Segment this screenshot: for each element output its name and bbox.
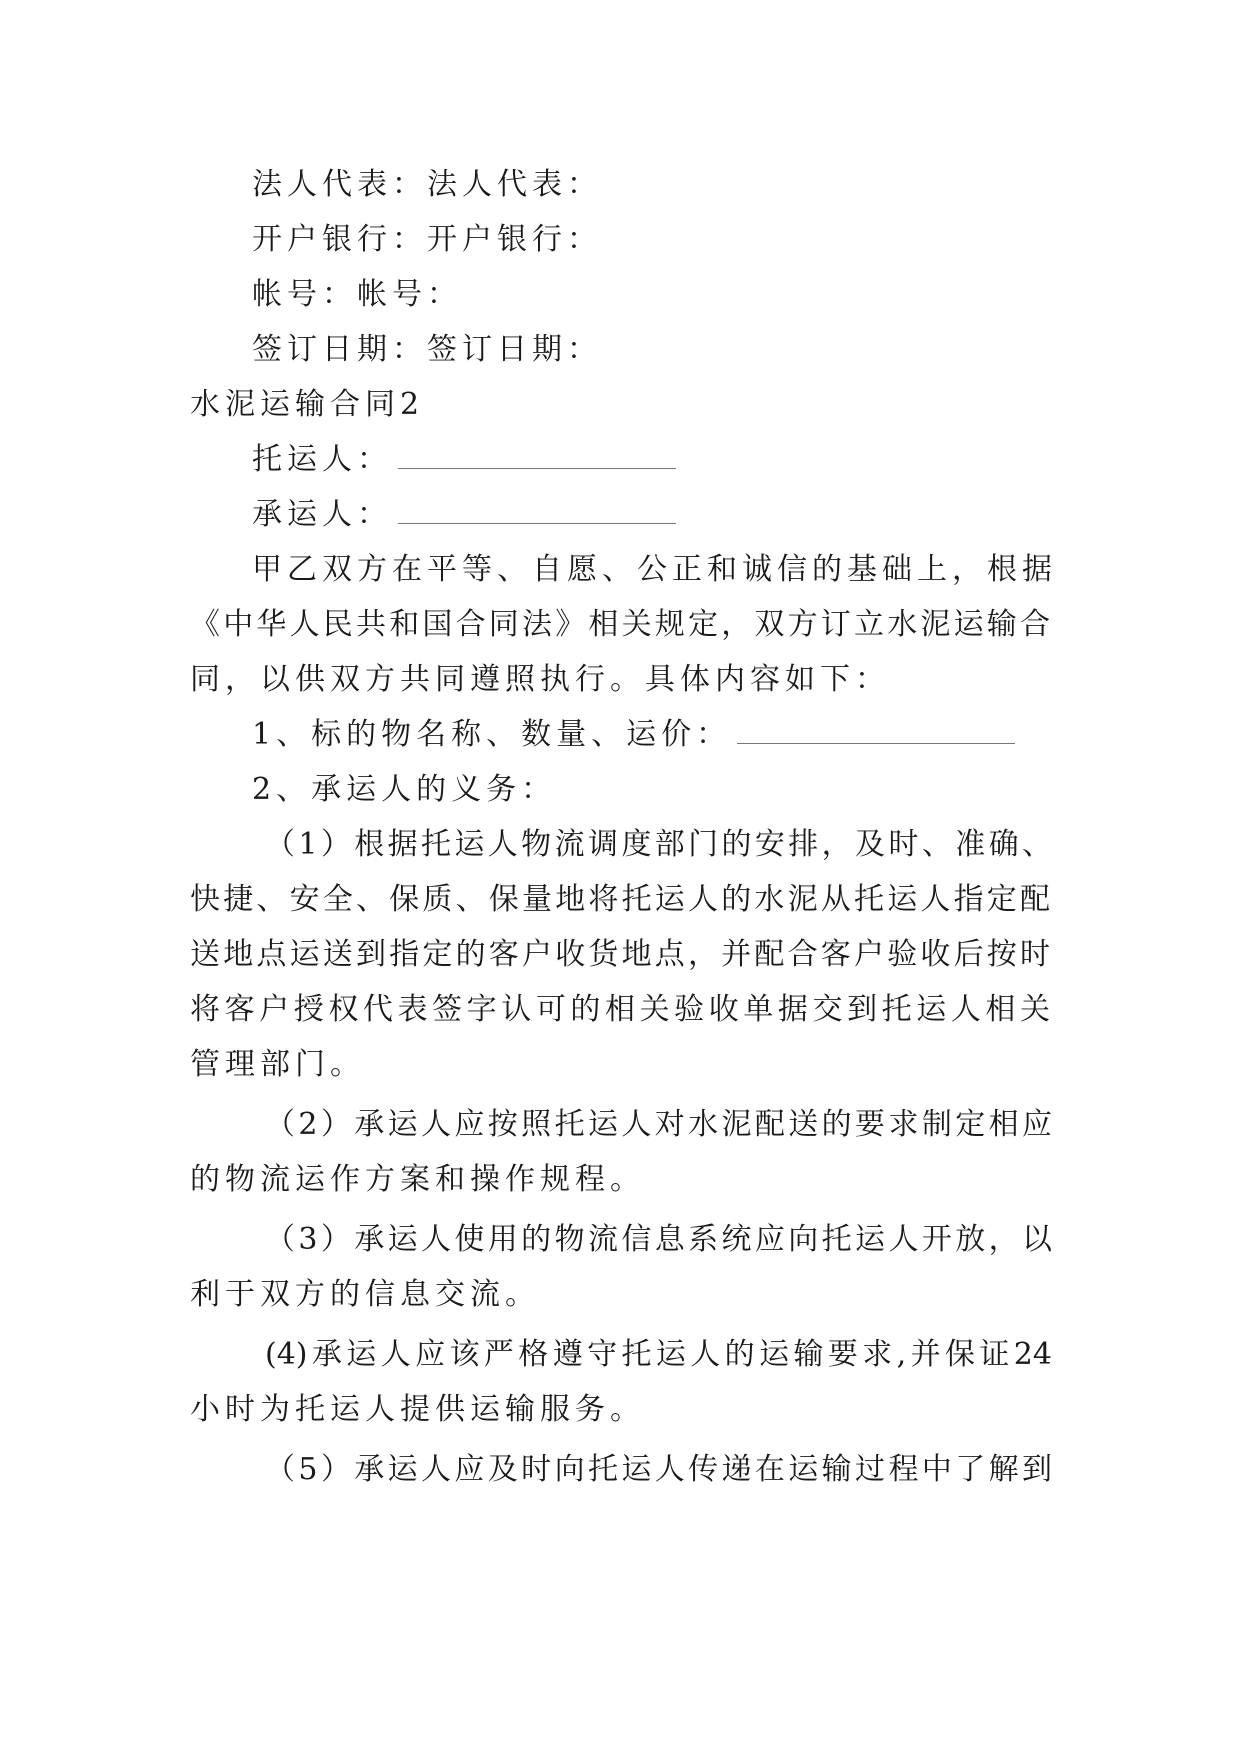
paragraph-line: 快捷、安全、保质、保量地将托运人的水泥从托运人指定配 <box>190 882 1050 917</box>
paragraph-line: 同，以供双方共同遵照执行。具体内容如下： <box>190 662 890 697</box>
carrier-blank <box>398 497 676 524</box>
paragraph-line: （3）承运人使用的物流信息系统应向托运人开放，以 <box>265 1222 1052 1257</box>
account-line: 帐号：帐号： <box>252 277 462 312</box>
paragraph-line: 甲乙双方在平等、自愿、公正和诚信的基础上，根据 <box>252 552 1052 587</box>
carrier-line <box>252 495 1052 535</box>
paragraph-line: （2）承运人应按照托运人对水泥配送的要求制定相应 <box>265 1107 1052 1142</box>
item-2-heading: 2、承运人的义务： <box>252 772 557 807</box>
bank-line: 开户银行：开户银行： <box>252 222 602 257</box>
item-1-label: 1、标的物名称、数量、运价： <box>252 717 732 752</box>
legal-representative-line: 法人代表：法人代表： <box>252 167 602 202</box>
carrier-label: 承运人： <box>252 497 392 532</box>
paragraph-line: 小时为托运人提供运输服务。 <box>190 1392 645 1427</box>
signing-date-line: 签订日期：签订日期： <box>252 332 602 367</box>
item-1-line <box>252 715 1052 755</box>
paragraph-line: 利于双方的信息交流。 <box>190 1277 540 1312</box>
paragraph-line: 送地点运送到指定的客户收货地点，并配合客户验收后按时 <box>190 937 1050 972</box>
paragraph-line: 管理部门。 <box>190 1047 365 1082</box>
shipper-line <box>252 440 1052 480</box>
item-1-blank <box>737 717 1015 744</box>
paragraph-line: （5）承运人应及时向托运人传递在运输过程中了解到 <box>265 1452 1052 1487</box>
paragraph-line: 将客户授权代表签字认可的相关验收单据交到托运人相关 <box>190 992 1050 1027</box>
shipper-blank <box>398 442 676 469</box>
paragraph-line: 的物流运作方案和操作规程。 <box>190 1162 645 1197</box>
paragraph-line: (4)承运人应该严格遵守托运人的运输要求,并保证24 <box>265 1337 1052 1372</box>
paragraph-line: 《中华人民共和国合同法》相关规定，双方订立水泥运输合 <box>190 607 1050 642</box>
shipper-label: 托运人： <box>252 442 392 477</box>
paragraph-line: （1）根据托运人物流调度部门的安排，及时、准确、 <box>265 827 1052 862</box>
contract-title: 水泥运输合同2 <box>190 387 425 422</box>
